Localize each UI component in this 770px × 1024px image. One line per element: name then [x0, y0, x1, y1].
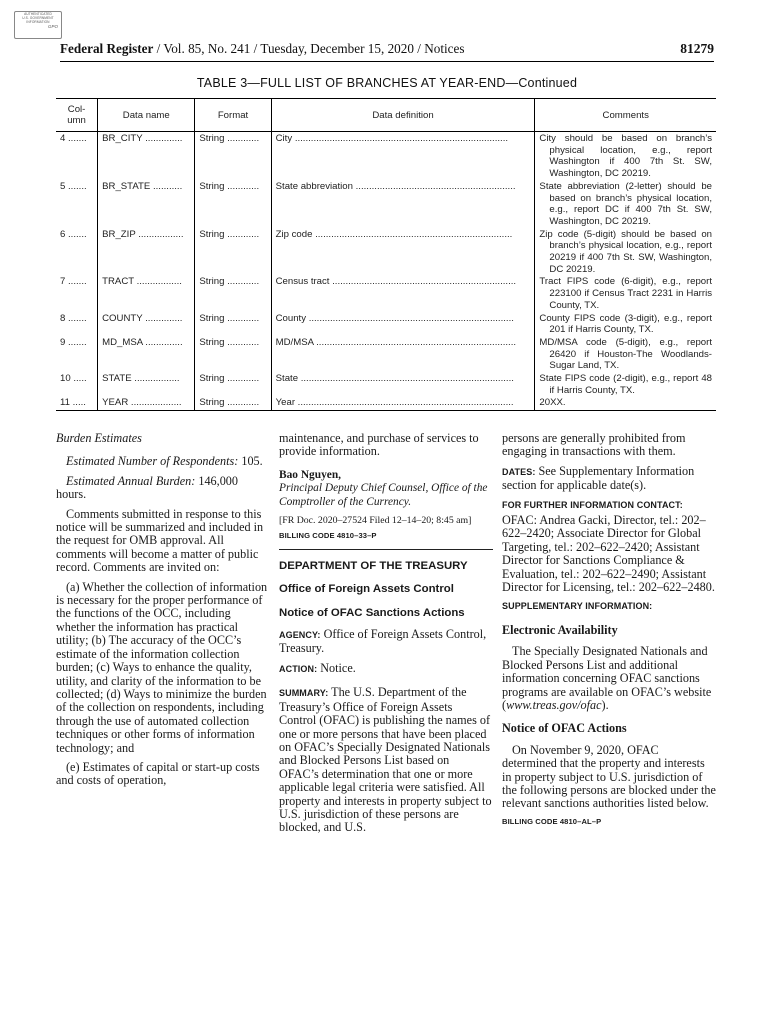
- respondents-paragraph: [56, 455, 271, 468]
- cell-comment: City should be based on branch’s physical location, e.g., report Washington if 400 7th St. SW, Washington, DC 20219.: [535, 132, 716, 180]
- dates-label: DATES:: [502, 466, 536, 477]
- continuation-paragraph: persons are generally prohibited from engaging in transactions with them.: [502, 431, 686, 459]
- gpo-authenticated-logo: [14, 11, 60, 39]
- respondents-label: Estimated Number of Respondents:: [66, 454, 239, 469]
- action-label: ACTION:: [279, 663, 318, 674]
- table-row: [56, 372, 716, 396]
- text-column-3: [502, 432, 716, 834]
- table-header-row: [56, 99, 716, 132]
- cell-column: 5 .......: [60, 180, 87, 192]
- cell-format: String ............: [195, 396, 271, 410]
- item-a-paragraph: (a) Whether the collection of information is necessary for the proper performance of the functions of the OCC, including whether the information has practical utility; (b) The accuracy of the OCC’s estimate of the information collection burden; (c) Ways to enhance the quality, utility, and clarity of the information to be collected; (d) Ways to minimize the burden of the collection on respondents, including through the use of automated collection techniques or other forms of information technology; and: [56, 579, 268, 755]
- agency-value: Office of Foreign Assets Control, Treasury.: [279, 627, 487, 656]
- continuation-paragraph: maintenance, and purchase of services to provide information.: [279, 431, 479, 459]
- cell-comment: State abbreviation (2-letter) should be based on branch’s physical location, e.g., report DC if 400 7th St. SW, Washington, DC 20219.: [535, 180, 716, 228]
- supplementary-label: SUPPLEMENTARY INFORMATION:: [502, 601, 653, 612]
- agency-paragraph: [279, 628, 492, 656]
- text-column-2: [279, 432, 492, 841]
- cell-definition: City ................................................................................: [271, 132, 535, 180]
- table-row: [56, 336, 716, 372]
- cell-comment: County FIPS code (3-digit), e.g., report 201 if Harris County, TX.: [535, 312, 716, 336]
- column-header-column: Col-umn: [56, 99, 98, 132]
- summary-value: The U.S. Department of the Treasury’s Office of Foreign Assets Control (OFAC) is publishing the names of one or more persons that have been placed on OFAC’s Specially Designated Nationals and Blocked Persons List based on OFAC’s determination that one or more applicable legal criteria were satisfied. All property and interests in property subject to U.S. jurisdiction of these persons are blocked, and U.S.: [279, 685, 492, 835]
- electronic-text-2: ).: [601, 697, 609, 712]
- running-header: [60, 41, 714, 57]
- signer-name: Bao Nguyen,: [279, 468, 342, 481]
- electronic-text-1: The Specially Designated Nationals and Blocked Persons List and additional information concerning OFAC sanctions programs are available on OFAC’s website (: [502, 644, 712, 712]
- cell-definition: Census tract .....................................................................: [271, 275, 535, 311]
- department-heading: DEPARTMENT OF THE TREASURY: [279, 559, 468, 572]
- burden-estimates-heading: Burden Estimates: [56, 431, 142, 445]
- cell-data-name: BR_ZIP .................: [98, 228, 195, 276]
- action-paragraph: [279, 662, 492, 676]
- cell-format: String ............: [195, 275, 271, 311]
- notice-separator: [279, 549, 493, 550]
- cell-column: 6 .......: [60, 228, 87, 240]
- comments-intro-paragraph: Comments submitted in response to this notice will be summarized and included in the request for OMB approval. All comments will become a matter of public record. Comments are invited on:: [56, 506, 264, 575]
- logo-line-1: AUTHENTICATED: [24, 12, 52, 16]
- cell-format: String ............: [195, 372, 271, 396]
- ofac-website-link[interactable]: www.treas.gov/ofac: [506, 697, 602, 712]
- cell-data-name: BR_CITY ..............: [98, 132, 195, 180]
- cell-column: 8 .......: [60, 312, 87, 324]
- cell-format: String ............: [195, 132, 271, 180]
- electronic-availability-heading: Electronic Availability: [502, 622, 618, 637]
- cell-comment: 20XX.: [535, 396, 716, 410]
- logo-line-3: INFORMATION: [26, 20, 50, 25]
- cell-data-name: MD_MSA ..............: [98, 336, 195, 372]
- billing-code: BILLING CODE 4810–AL–P: [502, 816, 602, 826]
- respondents-value: 105.: [238, 454, 263, 469]
- action-value: Notice.: [317, 660, 356, 675]
- cell-column: 10 .....: [60, 373, 87, 385]
- table-row: [56, 132, 716, 180]
- annual-burden-value: 146,000 hours.: [56, 473, 238, 502]
- cell-definition: MD/MSA ...........................................................................: [271, 336, 535, 372]
- column-header-definition: Data definition: [271, 99, 535, 132]
- cell-data-name: TRACT .................: [98, 275, 195, 311]
- cell-column: 9 .......: [60, 336, 87, 348]
- signer-title: Principal Deputy Chief Counsel, Office of the Comptroller of the Currency.: [279, 482, 488, 508]
- cell-definition: State ................................................................................: [271, 372, 535, 396]
- notice-title: Notice of OFAC Sanctions Actions: [279, 606, 465, 619]
- annual-burden-label: Estimated Annual Burden:: [66, 473, 196, 488]
- office-heading: Office of Foreign Assets Control: [279, 583, 454, 596]
- cell-definition: Year .................................................................................: [271, 396, 535, 410]
- header-citation: [60, 41, 464, 57]
- agency-label: AGENCY:: [279, 630, 321, 641]
- header-issue: / Vol. 85, No. 241 / Tuesday, December 15, 2020 / Notices: [153, 41, 465, 56]
- cell-format: String ............: [195, 228, 271, 276]
- logo-line-2: U.S. GOVERNMENT: [22, 16, 54, 21]
- cell-comment: State FIPS code (2-digit), e.g., report 48 if Harris County, TX.: [535, 372, 716, 396]
- cell-data-name: YEAR ...................: [98, 396, 195, 410]
- cell-definition: County .............................................................................: [271, 312, 535, 336]
- cell-comment: Tract FIPS code (6-digit), e.g., report 223100 if Census Tract 2231 in Harris County, TX.: [535, 275, 716, 311]
- cell-data-name: BR_STATE ...........: [98, 180, 195, 228]
- header-rule: [60, 61, 714, 62]
- table-row: [56, 396, 716, 410]
- summary-paragraph: [279, 686, 492, 834]
- cell-data-name: COUNTY ..............: [98, 312, 195, 336]
- contact-paragraph: OFAC: Andrea Gacki, Director, tel.: 202–622–2420; Associate Director for Global Targeting, tel.: 202–622–2420; Assistant Director for Sanctions Compliance & Evaluation, tel.: 202–622–2490; Assistant Director for Licensing, tel.: 202–622–2480.: [502, 513, 715, 595]
- table-row: [56, 312, 716, 336]
- dates-value: See Supplementary Information section for applicable date(s).: [502, 463, 695, 493]
- item-e-paragraph: (e) Estimates of capital or start-up costs and costs of operation,: [56, 759, 260, 788]
- table-title: TABLE 3—FULL LIST OF BRANCHES AT YEAR-END—Continued: [196, 76, 578, 90]
- dates-paragraph: [502, 465, 716, 493]
- cell-column: 11 .....: [56, 396, 98, 410]
- cell-format: String ............: [195, 180, 271, 228]
- billing-code: BILLING CODE 4810–33–P: [279, 531, 377, 541]
- column-header-format: Format: [195, 99, 271, 132]
- annual-burden-paragraph: [56, 475, 271, 502]
- cell-definition: Zip code ..........................................................................: [271, 228, 535, 276]
- table-row: [56, 275, 716, 311]
- cell-definition: State abbreviation ............................................................: [271, 180, 535, 228]
- header-publication: Federal Register: [60, 41, 154, 56]
- eagle-seal-icon: [14, 11, 62, 39]
- cell-data-name: STATE .................: [98, 372, 195, 396]
- notice-of-ofac-actions-paragraph: On November 9, 2020, OFAC determined that the property and interests in property subject to U.S. jurisdiction of the following persons are blocked under the relevant sanctions authorities listed below.: [502, 742, 716, 811]
- cell-column: 4 .......: [60, 133, 87, 144]
- cell-comment: Zip code (5-digit) should be based on branch’s physical location, e.g., report 20219 if 400 7th St. SW, Washington, DC 20219.: [535, 228, 716, 276]
- contact-label: FOR FURTHER INFORMATION CONTACT:: [502, 499, 683, 510]
- notice-of-ofac-actions-heading: Notice of OFAC Actions: [502, 721, 627, 736]
- summary-label: SUMMARY:: [279, 688, 329, 699]
- column-header-comments: Comments: [535, 99, 716, 132]
- electronic-availability-paragraph: [502, 645, 716, 712]
- cell-column: 7 .......: [60, 276, 87, 288]
- table-row: [56, 180, 716, 228]
- fr-document-number: [FR Doc. 2020–27524 Filed 12–14–20; 8:45 am]: [279, 515, 472, 527]
- cell-format: String ............: [195, 336, 271, 372]
- column-header-data-name: Data name: [98, 99, 195, 132]
- table-row: [56, 228, 716, 276]
- logo-gpo: GPO: [47, 23, 58, 29]
- branches-table: [56, 98, 716, 411]
- text-column-1: [56, 432, 271, 794]
- page-number: 81279: [680, 41, 714, 56]
- cell-comment: MD/MSA code (5-digit), e.g., report 26420 if Houston-The Woodlands-Sugar Land, TX.: [535, 336, 716, 372]
- cell-format: String ............: [195, 312, 271, 336]
